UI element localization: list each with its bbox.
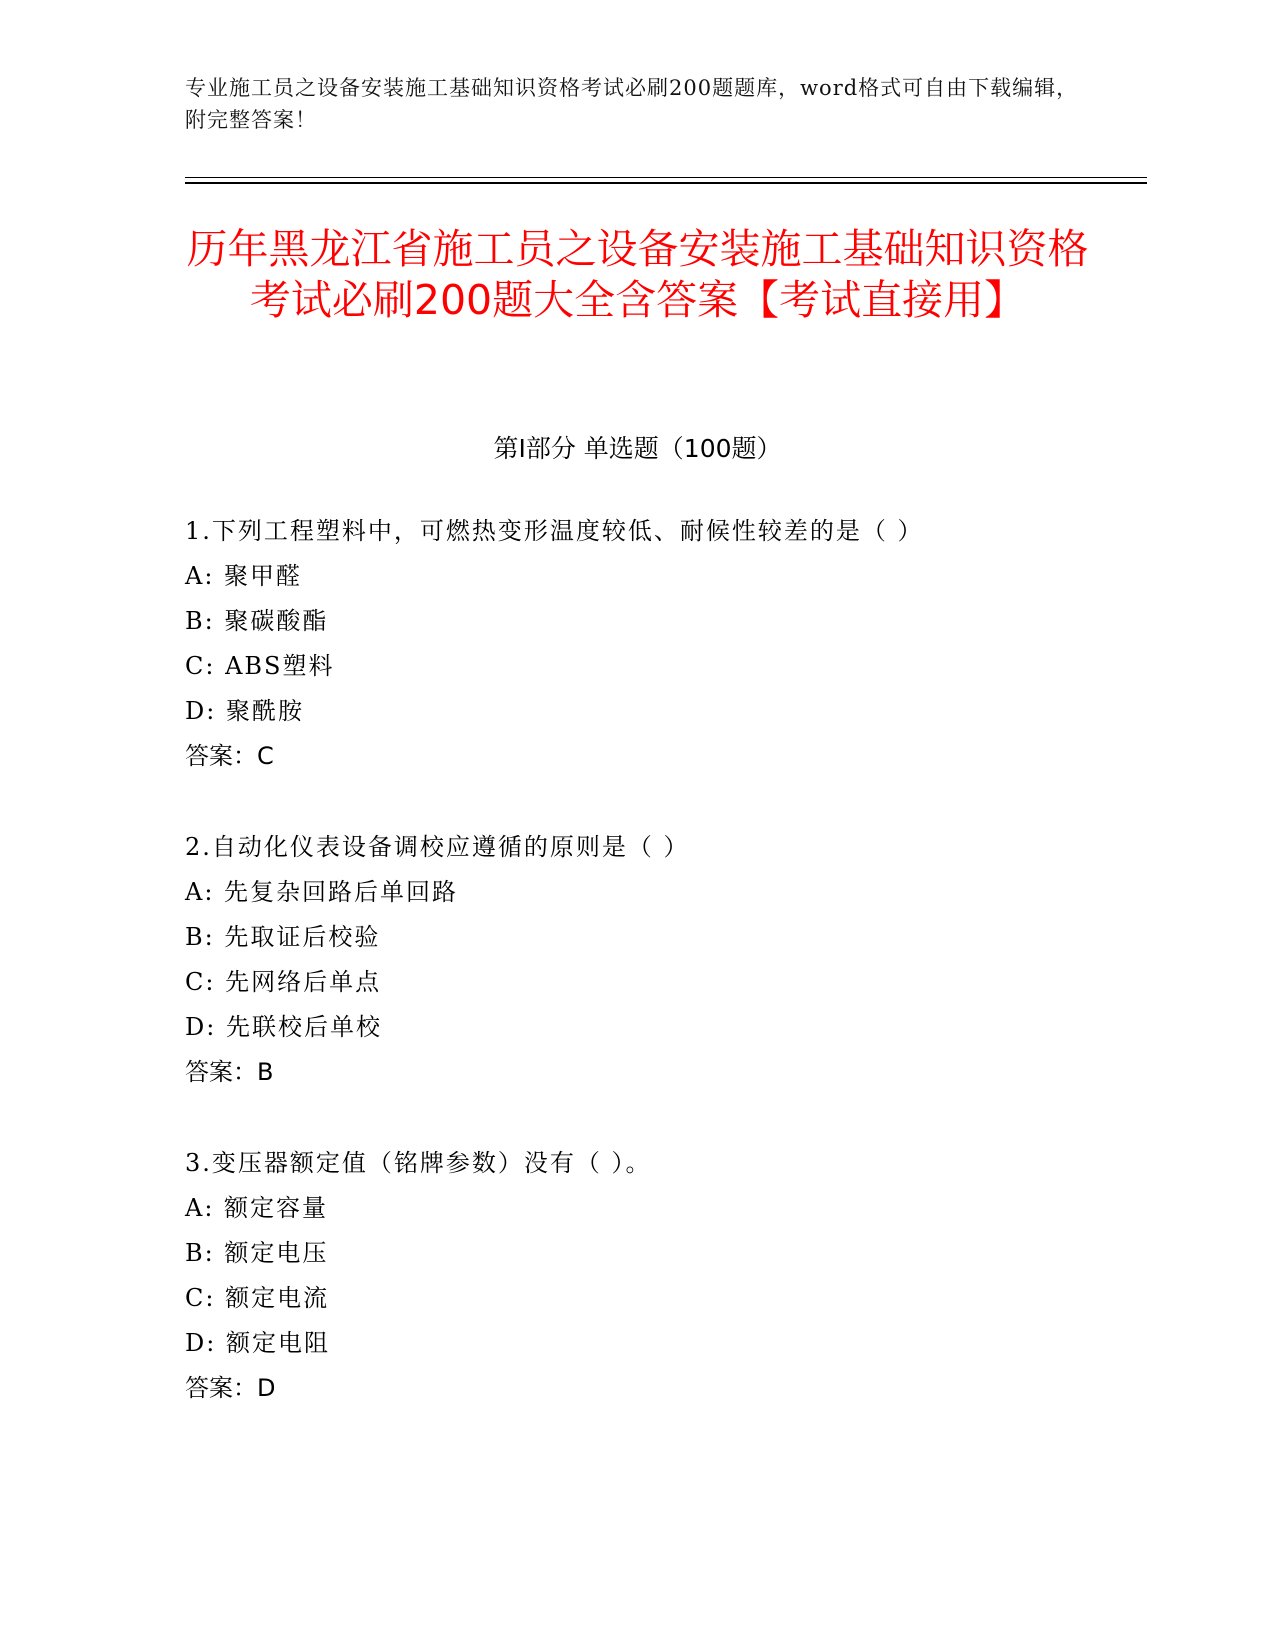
header-divider-thin [185,177,1147,178]
header-divider-thick [185,182,1147,184]
answer-label: 答案：B [185,1058,274,1086]
option-a: A: 聚甲醛 [185,562,303,590]
header-note: 专业施工员之设备安装施工基础知识资格考试必刷200题题库，word格式可自由下载编辑，附完整答案！ [185,76,1079,132]
option-d: D: 聚酰胺 [185,697,304,725]
answer-label: 答案：D [185,1374,276,1402]
question-stem: 1.下列工程塑料中，可燃热变形温度较低、耐候性较差的是（ ） [185,517,924,545]
section-heading: 第I部分 单选题（100题） [493,434,782,463]
answer-label: 答案：C [185,742,274,770]
question-item [185,824,1135,1095]
question-stem: 3.变压器额定值（铭牌参数）没有（ ）。 [185,1149,652,1177]
option-c: C: 额定电流 [185,1284,330,1312]
option-b: B: 聚碳酸酯 [185,607,329,635]
option-d: D: 额定电阻 [185,1329,330,1357]
option-b: B: 先取证后校验 [185,923,381,951]
option-c: C: 先网络后单点 [185,968,382,996]
question-stem: 2.自动化仪表设备调校应遵循的原则是（ ） [185,833,690,861]
question-item [185,508,1135,779]
option-a: A: 额定容量 [185,1194,329,1222]
option-c: C: ABS塑料 [185,652,335,680]
document-title: 历年黑龙江省施工员之设备安装施工基础知识资格考试必刷200题大全含答案【考试直接用】 [186,225,1089,324]
option-b: B: 额定电压 [185,1239,329,1267]
option-a: A: 先复杂回路后单回路 [185,878,459,906]
question-item [185,1140,1135,1411]
option-d: D: 先联校后单校 [185,1013,382,1041]
